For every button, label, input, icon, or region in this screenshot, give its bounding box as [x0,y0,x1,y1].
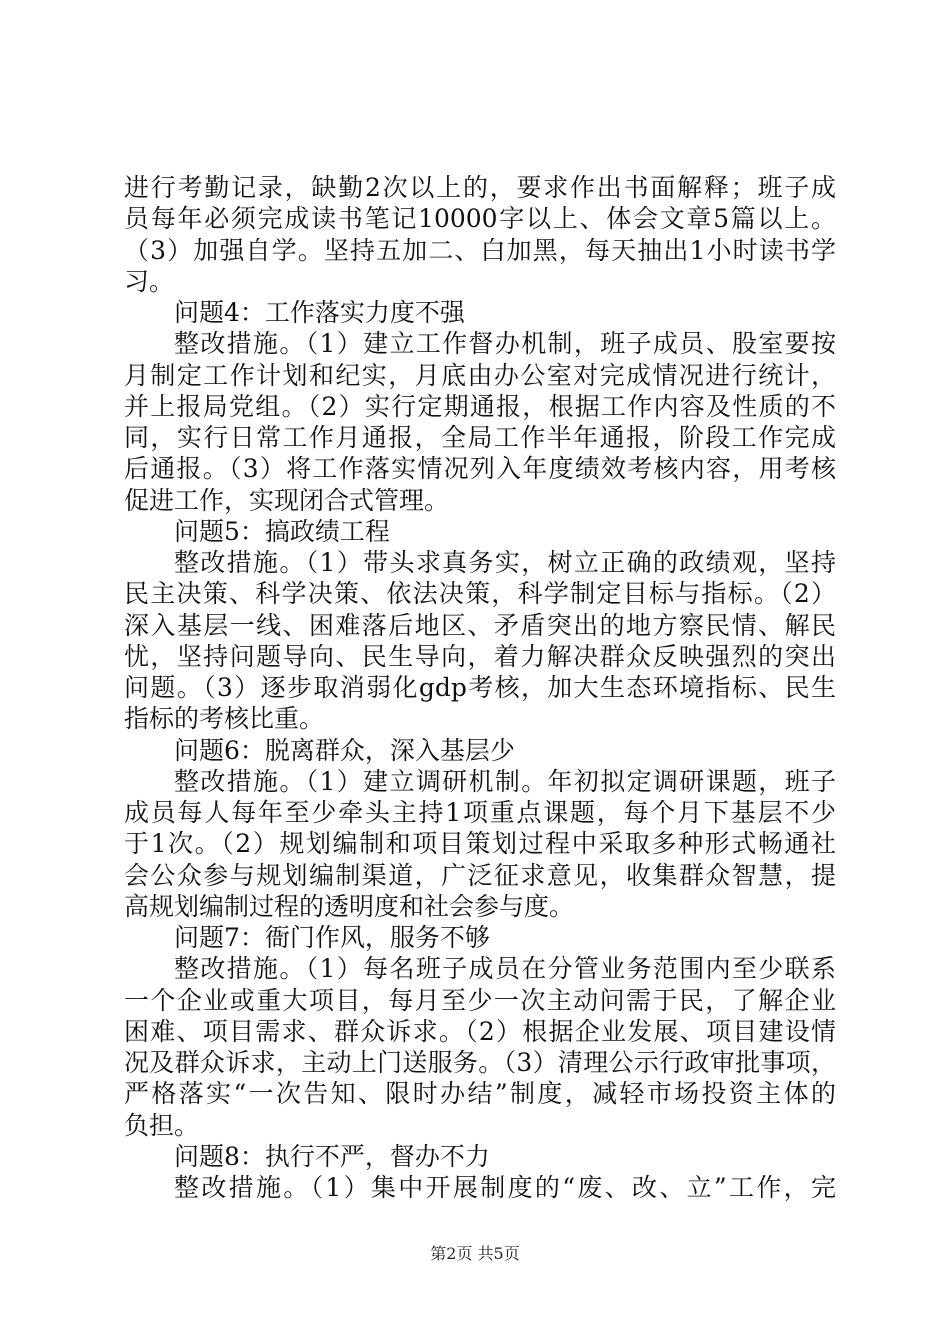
paragraph-line: 问题。（3）逐步取消弱化gdp考核，加大生态环境指标、民生 [124,673,836,702]
paragraph-line: 忧，坚持问题导向、民生导向，着力解决群众反映强烈的突出 [124,641,836,671]
paragraph-line: 月制定工作计划和纪实，月底由办公室对完成情况进行统计， [124,360,836,390]
document-body [124,172,836,1203]
paragraph-line: 并上报局党组。（2）实行定期通报，根据工作内容及性质的不 [124,391,836,421]
page-number: 第2页 共5页 [430,1244,520,1263]
paragraph-line: 况及群众诉求，主动上门送服务。（3）清理公示行政审批事项， [124,1048,836,1077]
section-heading: 问题6：脱离群众，深入基层少 [174,735,515,765]
paragraph-line: 指标的考核比重。 [124,704,325,734]
paragraph-line: 负担。 [124,1110,200,1140]
paragraph-line: 进行考勤记录，缺勤2次以上的，要求作出书面解释；班子成 [124,173,836,202]
paragraph-line: （3）加强自学。坚持五加二、白加黑，每天抽出1小时读书学 [124,235,836,265]
paragraph-line: 严格落实“一次告知、限时办结”制度，减轻市场投资主体的 [124,1079,836,1109]
paragraph-line: 整改措施。（1）集中开展制度的“废、改、立”工作，完 [174,1173,836,1202]
paragraph-line: 整改措施。（1）建立工作督办机制，班子成员、股室要按 [174,329,836,359]
paragraph-line: 整改措施。（1）带头求真务实，树立正确的政绩观，坚持 [174,548,836,577]
paragraph-line: 于1次。（2）规划编制和项目策划过程中采取多种形式畅通社 [124,829,836,859]
paragraph-line: 会公众参与规划编制渠道，广泛征求意见，收集群众智慧，提 [124,860,836,890]
paragraph-line: 后通报。（3）将工作落实情况列入年度绩效考核内容，用考核 [124,454,836,484]
paragraph-line: 整改措施。（1）建立调研机制。年初拟定调研课题，班子 [174,766,836,796]
section-heading: 问题7：衙门作风，服务不够 [174,923,490,952]
paragraph-line: 习。 [124,266,175,296]
section-heading: 问题4：工作落实力度不强 [174,298,465,327]
paragraph-line: 高规划编制过程的透明度和社会参与度。 [124,891,575,921]
paragraph-line: 同，实行日常工作月通报，全局工作半年通报，阶段工作完成 [124,423,836,452]
page-footer [0,1244,950,1264]
section-heading: 问题5：搞政绩工程 [174,516,390,546]
section-heading: 问题8：执行不严，督办不力 [174,1141,490,1171]
paragraph-line: 一个企业或重大项目，每月至少一次主动问需于民，了解企业 [124,985,836,1015]
paragraph-line: 促进工作，实现闭合式管理。 [124,485,450,515]
paragraph-line: 员每年必须完成读书笔记10000字以上、体会文章5篇以上。 [124,204,836,234]
paragraph-line: 整改措施。（1）每名班子成员在分管业务范围内至少联系 [174,954,836,984]
paragraph-line: 深入基层一线、困难落后地区、矛盾突出的地方察民情、解民 [124,610,836,640]
paragraph-line: 困难、项目需求、群众诉求。（2）根据企业发展、项目建设情 [124,1016,836,1046]
paragraph-line: 成员每人每年至少牵头主持1项重点课题，每个月下基层不少 [124,798,836,827]
paragraph-line: 民主决策、科学决策、依法决策，科学制定目标与指标。（2） [124,579,836,609]
